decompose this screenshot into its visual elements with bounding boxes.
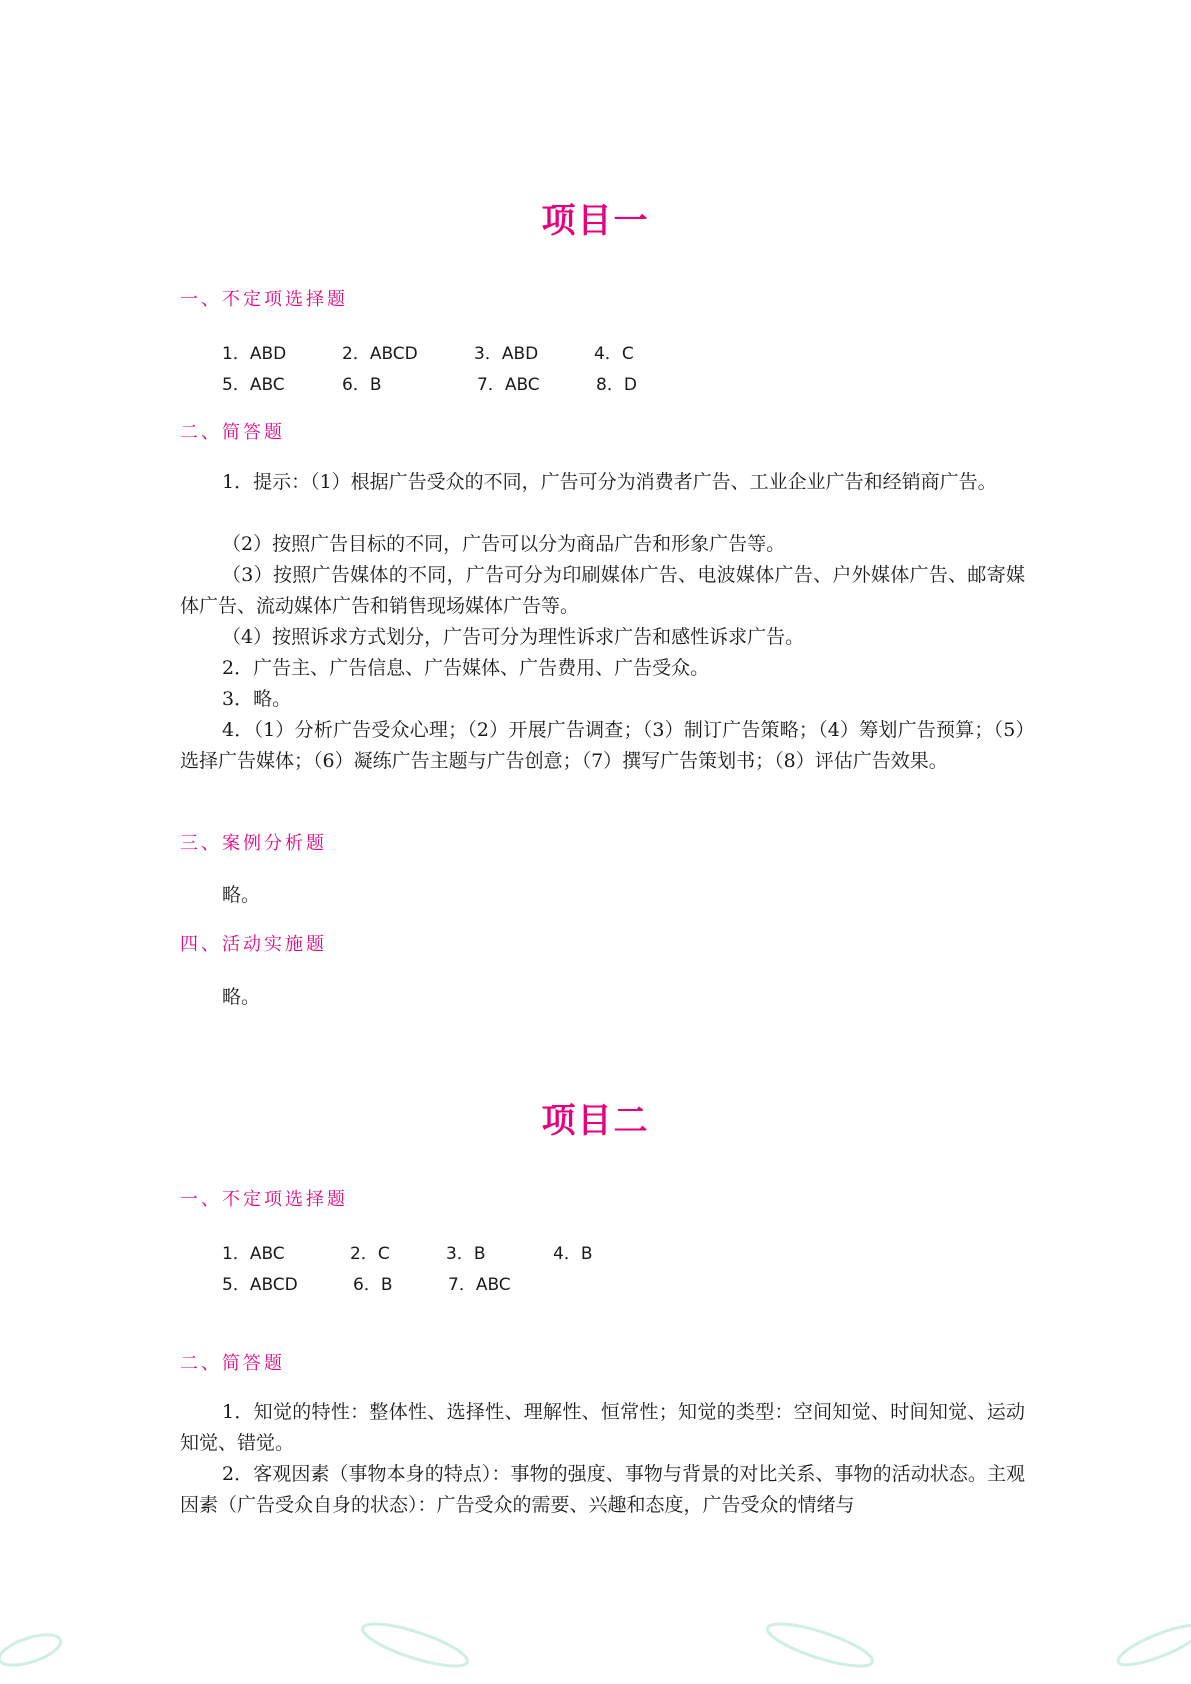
p1-answer-3: 3．略。 [222, 688, 292, 710]
p1-mcq-1: 1．ABD [222, 344, 287, 364]
p1-mcq-3: 3．ABD [474, 344, 539, 364]
p1-answer-1: 1．提示：（1）根据广告受众的不同，广告可分为消费者广告、工业企业广告和经销商广告。 [222, 471, 997, 493]
watermark-logo [1090, 1615, 1191, 1675]
p2-answer-2: 2．客观因素（事物本身的特点）：事物的强度、事物与背景的对比关系、事物的活动状态。主观因素（广告受众自身的状态）：广告受众的需要、兴趣和态度，广告受众的情绪与 [180, 1463, 1025, 1516]
p1-section-multiple-choice: 一、不定项选择题 [180, 289, 348, 310]
p1-answer-1-4: （4）按照诉求方式划分，广告可分为理性诉求广告和感性诉求广告。 [222, 626, 805, 648]
watermark-logo [0, 1615, 130, 1675]
p1-mcq-2: 2．ABCD [342, 344, 418, 364]
p1-mcq-4: 4．C [594, 344, 634, 364]
p2-answer-1: 1．知觉的特性：整体性、选择性、理解性、恒常性；知觉的类型：空间知觉、时间知觉、运动知觉、错觉。 [180, 1401, 1025, 1454]
watermark-logo [755, 1615, 885, 1675]
p1-mcq-8: 8．D [596, 375, 637, 395]
p2-mcq-5: 5．ABCD [222, 1275, 298, 1295]
project1-title: 项目一 [541, 201, 650, 241]
p2-section-short-answer: 二、简答题 [180, 1353, 285, 1374]
p1-mcq-6: 6．B [342, 375, 382, 395]
p1-mcq-7: 7．ABC [477, 375, 540, 395]
p2-mcq-3: 3．B [446, 1244, 486, 1264]
p2-section-multiple-choice: 一、不定项选择题 [180, 1189, 348, 1210]
project2-title: 项目二 [541, 1101, 650, 1141]
p1-case-analysis-text: 略。 [222, 884, 261, 906]
p2-mcq-7: 7．ABC [448, 1275, 511, 1295]
p2-mcq-4: 4．B [553, 1244, 593, 1264]
p1-mcq-5: 5．ABC [222, 375, 285, 395]
p1-answer-1-3: （3）按照广告媒体的不同，广告可分为印刷媒体广告、电波媒体广告、户外媒体广告、邮寄媒体广告、流动媒体广告和销售现场媒体广告等。 [180, 564, 1025, 617]
p1-answer-4: 4．（1）分析广告受众心理；（2）开展广告调查；（3）制订广告策略；（4）筹划广告预算；（5）选择广告媒体；（6）凝练广告主题与广告创意；（7）撰写广告策划书；（8）评估广告效果。 [180, 719, 1025, 772]
p1-answer-1-2: （2）按照广告目标的不同，广告可以分为商品广告和形象广告等。 [222, 533, 786, 555]
watermark-logo [350, 1615, 480, 1675]
p1-answer-2: 2．广告主、广告信息、广告媒体、广告费用、广告受众。 [222, 657, 710, 679]
p1-section-activity: 四、活动实施题 [180, 934, 327, 955]
p1-section-short-answer: 二、简答题 [180, 422, 285, 443]
p2-mcq-2: 2．C [350, 1244, 390, 1264]
p1-section-case-analysis: 三、案例分析题 [180, 833, 327, 854]
p2-mcq-1: 1．ABC [222, 1244, 285, 1264]
p2-mcq-6: 6．B [353, 1275, 393, 1295]
p1-activity-text: 略。 [222, 986, 261, 1008]
